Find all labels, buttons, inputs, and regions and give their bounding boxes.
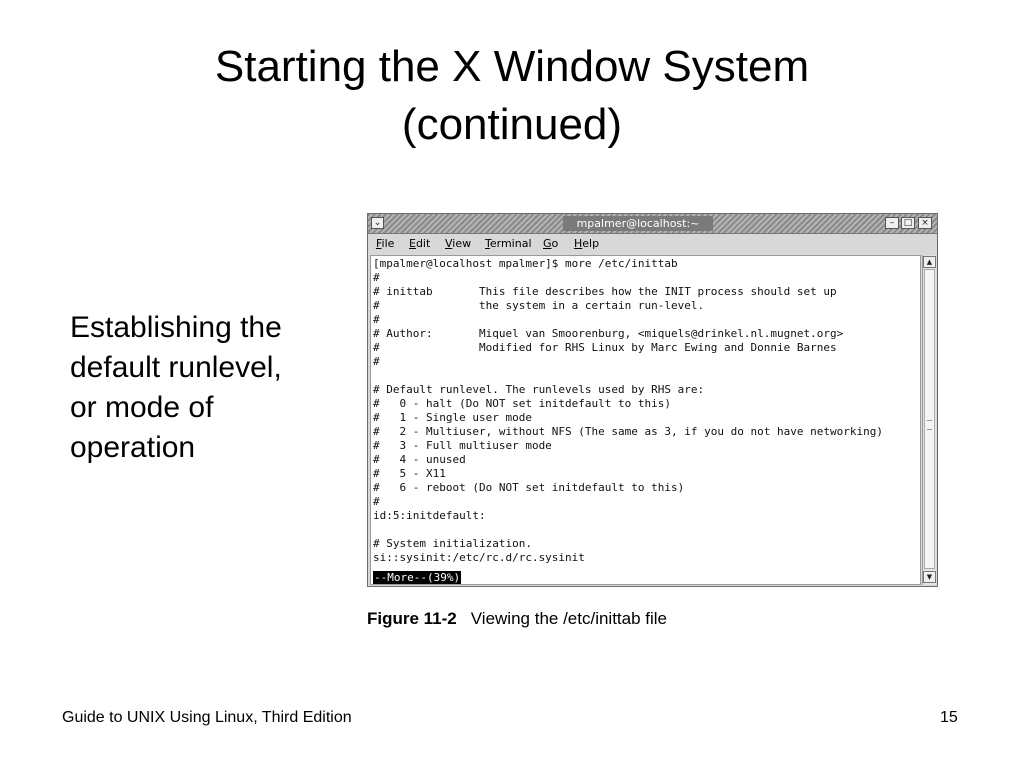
close-icon[interactable]: ×: [918, 217, 932, 229]
menu-view[interactable]: View: [445, 237, 472, 250]
body-line: or mode of: [70, 391, 214, 424]
terminal-line: id:5:initdefault:: [373, 509, 486, 522]
body-line: default runlevel,: [70, 351, 282, 384]
terminal-line: # inittab This file describes how the INIT process should set up: [373, 285, 837, 298]
window-menu-icon[interactable]: ⌄: [371, 217, 384, 229]
menu-edit[interactable]: Edit: [409, 237, 431, 250]
terminal-line: # Default runlevel. The runlevels used by RHS are:: [373, 383, 705, 396]
figure-caption-text: Viewing the /etc/inittab file: [470, 609, 668, 628]
page-number: 15: [940, 709, 958, 726]
grip-icon: [927, 420, 932, 430]
terminal-line: si::sysinit:/etc/rc.d/rc.sysinit: [373, 551, 585, 564]
terminal-output[interactable]: [370, 255, 921, 585]
terminal-line: # 4 - unused: [373, 453, 466, 466]
menu-go[interactable]: Go: [543, 237, 559, 250]
footer-title: Guide to UNIX Using Linux, Third Edition: [62, 709, 352, 726]
figure-caption: [367, 608, 667, 630]
more-prompt-line: [373, 571, 461, 585]
terminal-line: # 6 - reboot (Do NOT set initdefault to this): [373, 481, 685, 494]
terminal-line: #: [373, 495, 380, 508]
body-line: Establishing the: [70, 311, 282, 344]
slide-body-text: [70, 308, 350, 468]
slide-title: [0, 38, 1024, 154]
scroll-up-icon[interactable]: ▲: [923, 256, 936, 268]
terminal-line: # 3 - Full multiuser mode: [373, 439, 552, 452]
more-prompt: --More--(39%): [374, 571, 461, 584]
menu-file[interactable]: File: [376, 237, 395, 250]
window-title: mpalmer@localhost:~: [563, 216, 713, 231]
terminal-line: #: [373, 355, 380, 368]
terminal-line: #: [373, 313, 380, 326]
window-titlebar[interactable]: [368, 214, 937, 234]
terminal-line: # 2 - Multiuser, without NFS (The same as 3, if you do not have networking): [373, 425, 883, 438]
scroll-thumb[interactable]: [924, 269, 935, 569]
terminal-line: # 5 - X11: [373, 467, 446, 480]
body-line: operation: [70, 431, 196, 464]
figure-label: Figure 11-2: [367, 609, 457, 628]
terminal-line: # System initialization.: [373, 537, 532, 550]
terminal-line: #: [373, 271, 380, 284]
terminal-line: [mpalmer@localhost mpalmer]$ more /etc/inittab: [373, 257, 678, 270]
terminal-line: # the system in a certain run-level.: [373, 299, 705, 312]
terminal-window: [367, 213, 938, 587]
maximize-icon[interactable]: □: [901, 217, 915, 229]
slide-title-line: (continued): [401, 100, 623, 149]
menu-terminal[interactable]: Terminal: [485, 237, 532, 250]
minimize-icon[interactable]: –: [885, 217, 899, 229]
terminal-line: # Modified for RHS Linux by Marc Ewing and Donnie Barnes: [373, 341, 837, 354]
vertical-scrollbar[interactable]: [922, 255, 936, 585]
terminal-line: # 1 - Single user mode: [373, 411, 532, 424]
slide-title-line: Starting the X Window System: [214, 42, 810, 91]
menu-bar: [368, 234, 937, 254]
scroll-down-icon[interactable]: ▼: [923, 571, 936, 583]
terminal-line: # 0 - halt (Do NOT set initdefault to this): [373, 397, 672, 410]
terminal-line: # Author: Miquel van Smoorenburg, <miquels@drinkel.nl.mugnet.org>: [373, 327, 844, 340]
menu-help[interactable]: Help: [574, 237, 600, 250]
